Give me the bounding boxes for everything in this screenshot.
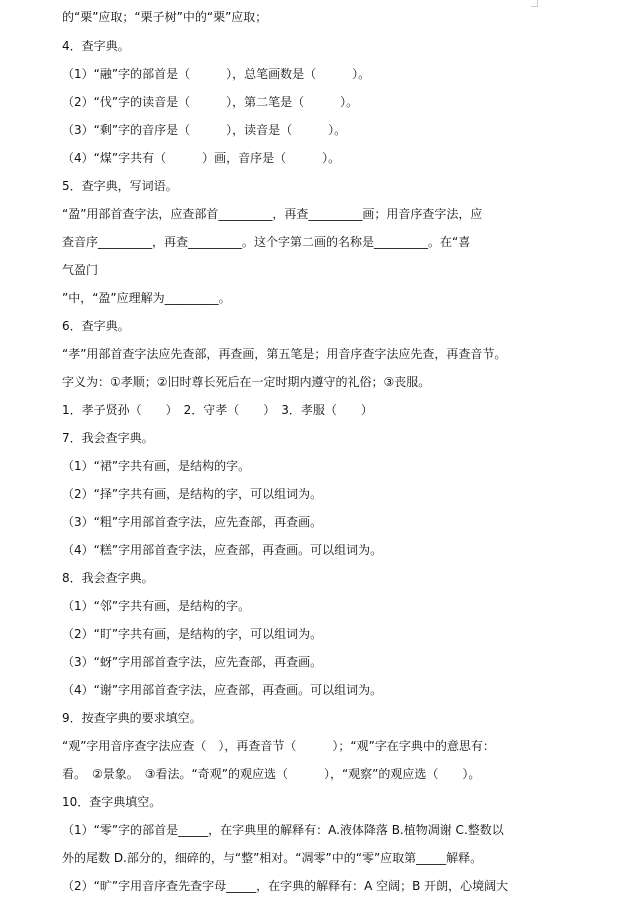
- text-line: （2）“择”字共有画，是结构的字，可以组词为。: [62, 487, 323, 501]
- text-line: “盈”用部首查字法，应查部首_________，再查_________画；用音序查字法，应: [62, 207, 483, 221]
- text-line: 的“栗”应取；“栗子树”中的“栗”应取；: [62, 10, 268, 24]
- text-line: 外的尾数 D.部分的，细碎的，与“整”相对。“凋零”中的“零”应取第_____解释。: [62, 851, 483, 865]
- text-line: 看。 ②景象。 ③看法。“奇观”的观应选（ ），“观察”的观应选（ ）。: [62, 767, 481, 781]
- question-heading: 10．查字典填空。: [62, 795, 162, 809]
- text-line: （3）“蚜”字用部首查字法，应先查部，再查画。: [62, 655, 323, 669]
- question-heading: 4．查字典。: [62, 39, 130, 53]
- text-line: （1）“融”字的部首是（ ），总笔画数是（ ）。: [62, 67, 371, 81]
- question-heading: 8．我会查字典。: [62, 571, 154, 585]
- text-line: 1．孝子贤孙（ ） 2．守孝（ ） 3．孝服（ ）: [62, 403, 373, 417]
- page-corner-mark: [531, 6, 538, 7]
- text-line: ”中，“盈”应理解为_________。: [62, 291, 231, 305]
- text-line: （2）“盯”字共有画，是结构的字，可以组词为。: [62, 627, 323, 641]
- text-line: （2）“旷”字用音序查先查字母_____，在字典的解释有：A 空阔；B 开朗，心境阔大: [62, 879, 509, 893]
- text-line: （4）“谢”字用部首查字法，应查部，再查画。可以组词为。: [62, 683, 383, 697]
- text-line: 查音序_________，再查_________。这个字第二画的名称是_________。在“喜: [62, 235, 471, 249]
- question-heading: 5．查字典，写词语。: [62, 179, 178, 193]
- text-line: （3）“粗”字用部首查字法，应先查部，再查画。: [62, 515, 323, 529]
- text-line: （2）“伐”字的读音是（ ），第二笔是（ ）。: [62, 95, 359, 109]
- text-line: 字义为：①孝顺；②旧时尊长死后在一定时期内遵守的礼俗；③丧服。: [62, 375, 431, 389]
- text-line: （1）“邻”字共有画，是结构的字。: [62, 599, 251, 613]
- question-heading: 9．按查字典的要求填空。: [62, 711, 202, 725]
- text-line: （1）“零”字的部首是_____，在字典里的解释有：A.液体降落 B.植物凋谢 C.整数以: [62, 823, 504, 837]
- text-line: （4）“糕”字用部首查字法，应查部，再查画。可以组词为。: [62, 543, 383, 557]
- question-heading: 6．查字典。: [62, 319, 130, 333]
- text-line: （4）“煤”字共有（ ）画，音序是（ ）。: [62, 151, 341, 165]
- question-heading: 7．我会查字典。: [62, 431, 154, 445]
- text-line: 气盈门: [62, 263, 99, 277]
- text-line: “孝”用部首查字法应先查部，再查画，第五笔是；用音序查字法应先查，再查音节。: [62, 347, 507, 361]
- text-line: （3）“剩”字的音序是（ ），读音是（ ）。: [62, 123, 347, 137]
- text-line: （1）“裙”字共有画，是结构的字。: [62, 459, 251, 473]
- text-line: “观”字用音序查字法应查（ ），再查音节（ ）；“观”字在字典中的意思有：: [62, 739, 495, 753]
